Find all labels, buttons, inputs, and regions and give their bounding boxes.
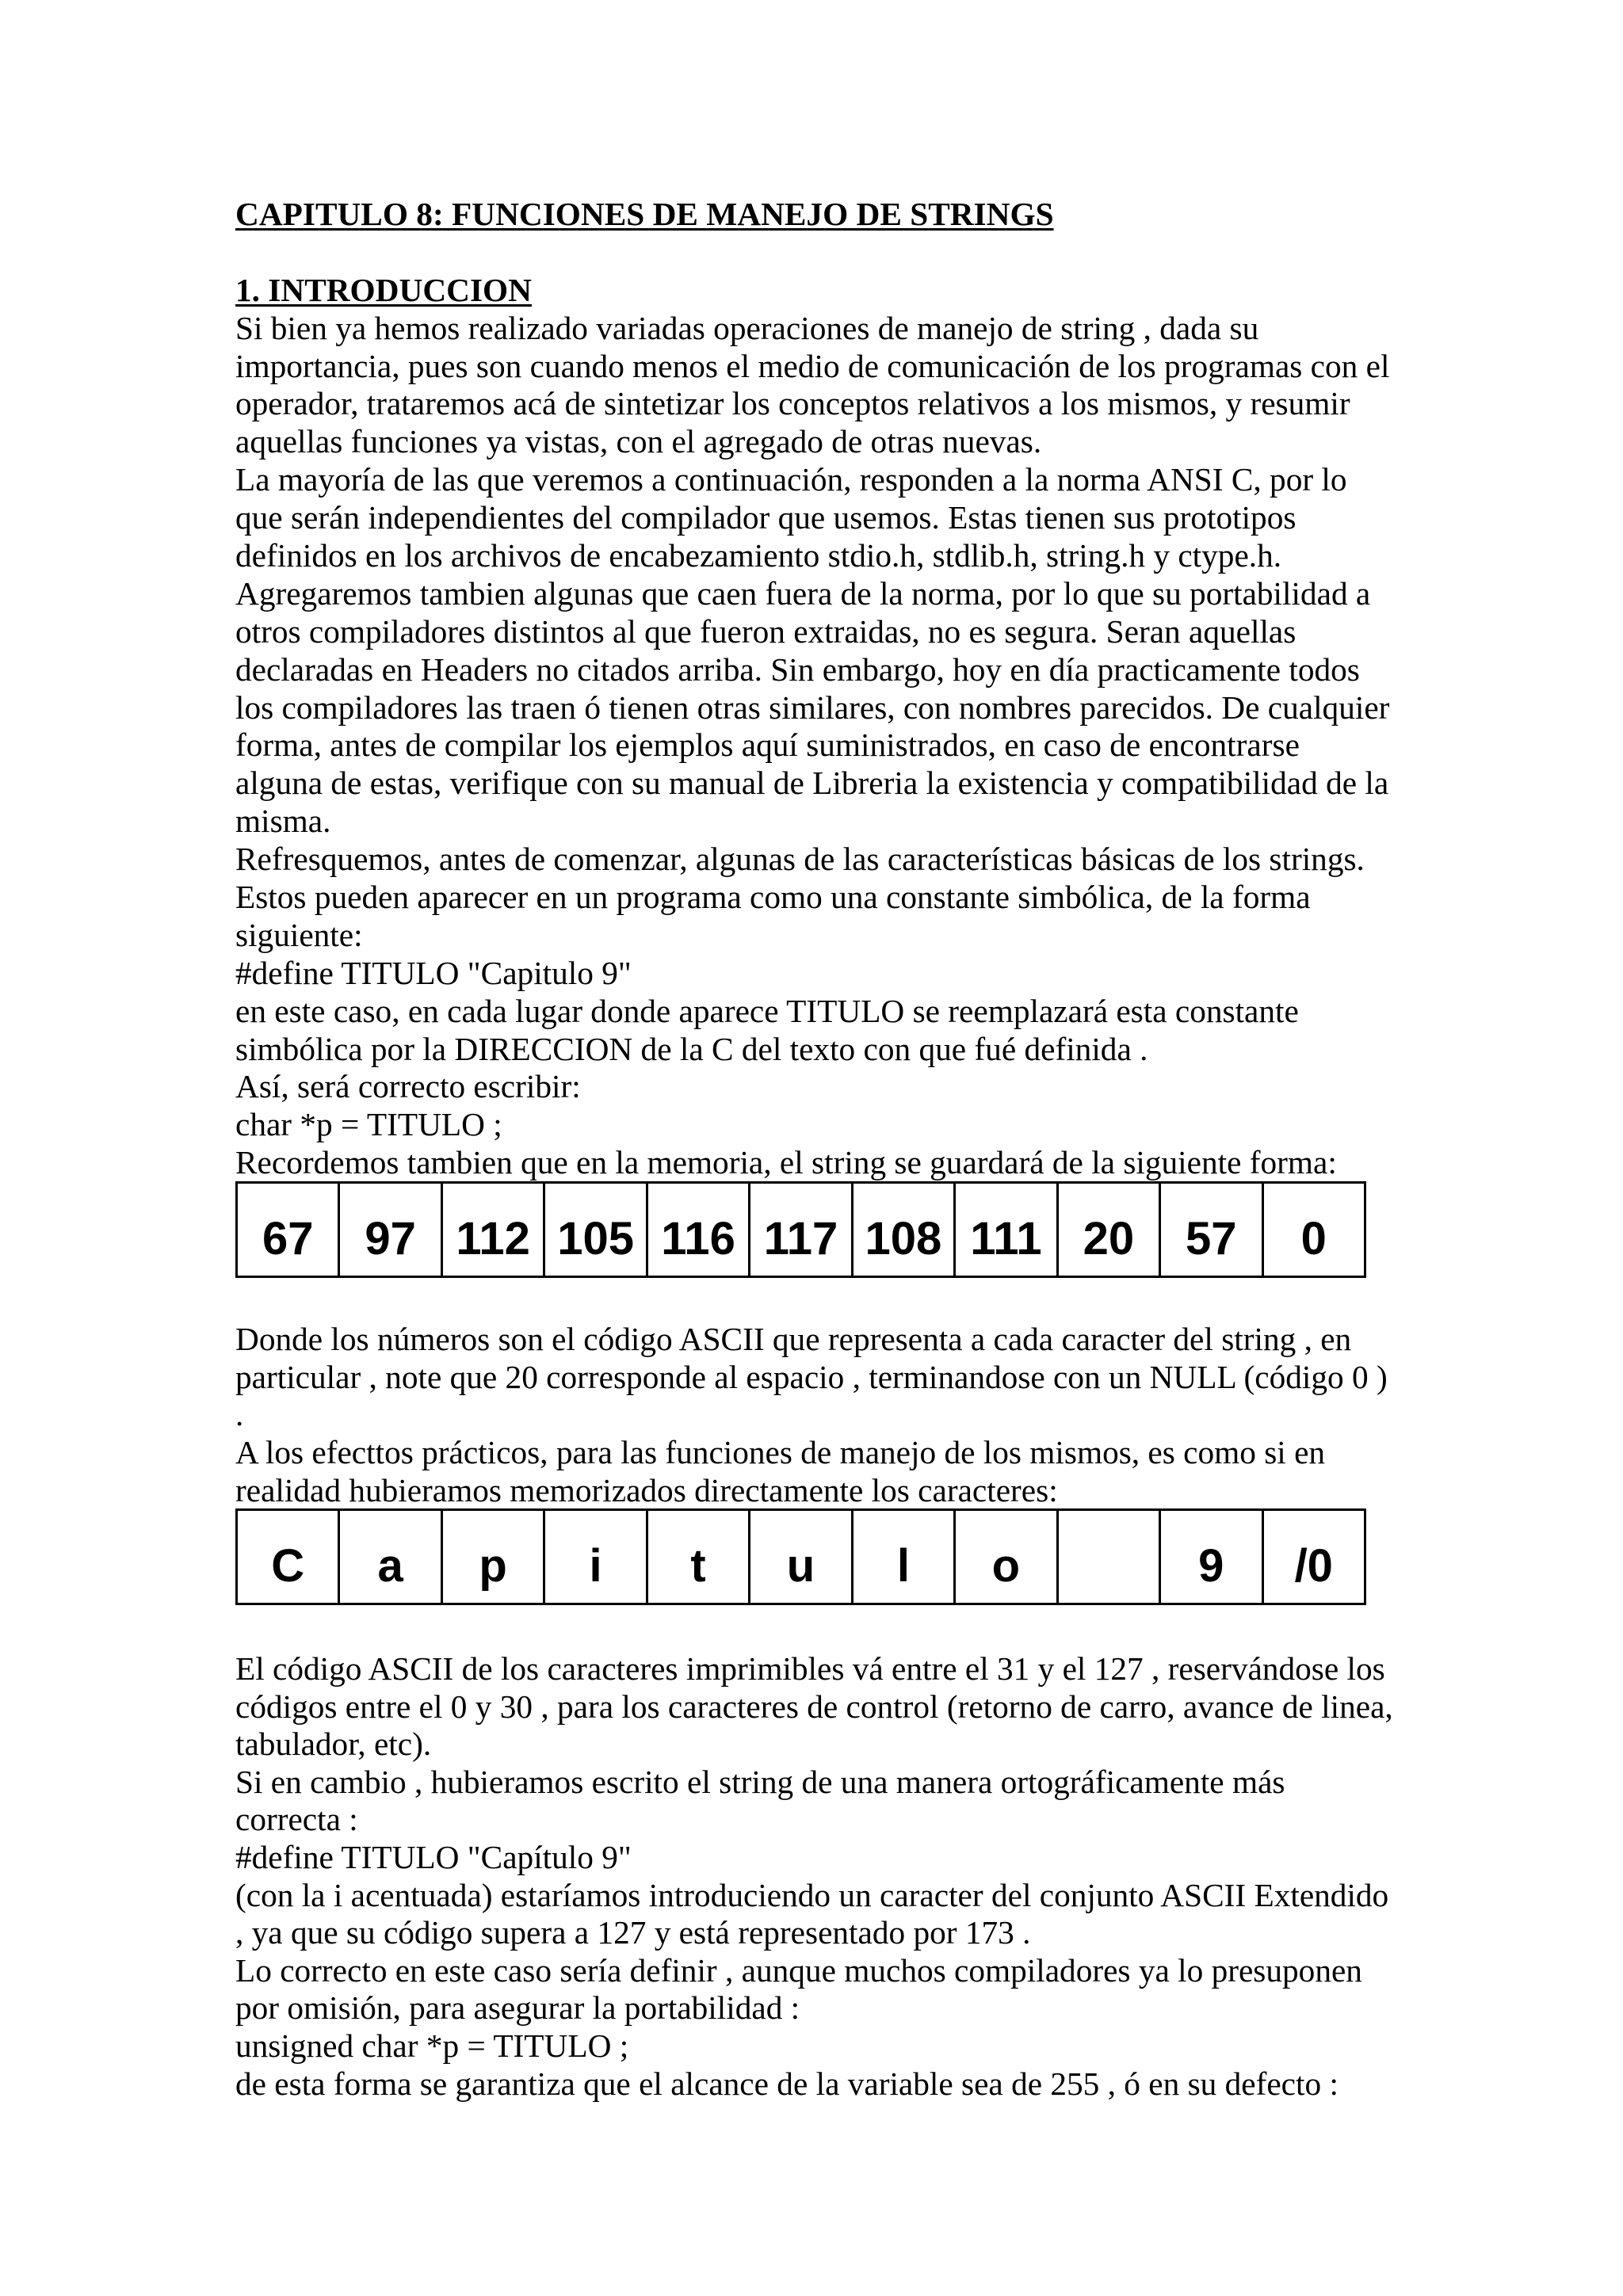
ascii-code-cell: 0 [1262,1184,1364,1276]
character-cell: a [338,1511,440,1603]
explanation-section [235,1321,1388,1509]
body-text-line: , ya que su código supera a 127 y está representado por 173 . [235,1914,1031,1951]
body-text-line: realidad hubieramos memorizados directamente los caracteres: [235,1471,1058,1508]
code-line: #define TITULO "Capítulo 9" [235,1838,632,1875]
body-text-line: Si bien ya hemos realizado variadas operaciones de manejo de string , dada su [235,309,1259,346]
body-text-line: Donde los números son el código ASCII que representa a cada caracter del string , en [235,1321,1352,1357]
body-text-line: Lo correcto en este caso sería definir , aunque muchos compiladores ya lo presuponen [235,1951,1362,1989]
ascii-code-cell: 97 [338,1184,440,1276]
character-cell-space [1056,1511,1159,1603]
body-text-line: (con la i acentuada) estaríamos introduciendo un caracter del conjunto ASCII Extendido [235,1876,1389,1913]
body-text-line: correcta : [235,1801,358,1838]
body-text-line: particular , note que 20 corresponde al espacio , terminandose con un NULL (código 0 ) [235,1358,1388,1395]
body-text-line: Así, será correcto escribir: [235,1068,581,1105]
ascii-code-cell: 105 [543,1184,645,1276]
character-cell: p [441,1511,543,1603]
body-text-line: A los efecttos prácticos, para las funciones de manejo de los mismos, es como si en [235,1434,1326,1471]
body-text-line: alguna de estas, verifique con su manual de Libreria la existencia y compatibilidad de la [235,765,1389,802]
body-text-line: códigos entre el 0 y 30 , para los caracteres de control (retorno de carro, avance de linea, [235,1688,1393,1725]
blank-line [235,234,1389,272]
body-text-line: forma, antes de compilar los ejemplos aquí suministrados, en caso de encontrarse [235,727,1300,764]
body-text-line: definidos en los archivos de encabezamiento stdio.h, stdlib.h, string.h y ctype.h. [235,537,1282,574]
body-text-line: . [235,1396,244,1433]
body-text-line: misma. [235,803,331,840]
character-cell: C [271,1539,305,1592]
section-heading: 1. INTRODUCCION [235,271,532,308]
body-text-line: tabulador, etc). [235,1726,432,1763]
code-line: unsigned char *p = TITULO ; [235,2027,629,2064]
ascii-code-table [235,1181,1366,1278]
ascii-code-cell: 117 [748,1184,850,1276]
ascii-code-cell: 116 [646,1184,748,1276]
ascii-code-cell: 112 [441,1184,543,1276]
body-text-line: por omisión, para asegurar la portabilidad : [235,1989,800,2027]
code-line: #define TITULO "Capitulo 9" [235,954,632,991]
character-table [235,1508,1366,1605]
ascii-code-cell: 108 [851,1184,953,1276]
character-cell: u [748,1511,850,1603]
body-text-line: La mayoría de las que veremos a continuación, responden a la norma ANSI C, por lo [235,461,1347,498]
body-text-line: otros compiladores distintos al que fueron extraidas, no es segura. Seran aquellas [235,612,1296,650]
body-text-line: en este caso, en cada lugar donde aparece TITULO se reemplazará esta constante [235,992,1299,1029]
introduction-section [235,196,1389,1182]
body-text-line: operador, trataremos acá de sintetizar los conceptos relativos a los mismos, y resumir [235,385,1350,422]
ascii-code-cell: 57 [1159,1184,1261,1276]
body-text-line: importancia, pues son cuando menos el medio de comunicación de los programas con el [235,347,1390,384]
body-text-line: de esta forma se garantiza que el alcance de la variable sea de 255 , ó en su defecto : [235,2065,1338,2102]
code-line: char *p = TITULO ; [235,1106,502,1143]
body-text-line: siguiente: [235,916,363,953]
body-text-line: Si en cambio , hubieramos escrito el string de una manera ortográficamente más [235,1763,1285,1800]
ascii-code-cell: 67 [262,1212,314,1264]
character-cell: i [543,1511,645,1603]
character-cell: t [646,1511,748,1603]
body-text-line: simbólica por la DIRECCION de la C del texto con que fué definida . [235,1030,1148,1067]
body-text-line: Refresquemos, antes de comenzar, algunas de las características básicas de los strings. [235,841,1365,878]
page-title: CAPITULO 8: FUNCIONES DE MANEJO DE STRINGS [235,196,1054,232]
character-cell: /0 [1262,1511,1364,1603]
body-text-line: los compiladores las traen ó tienen otras similares, con nombres parecidos. De cualquier [235,688,1390,726]
closing-section [235,1650,1393,2103]
body-text-line: que serán independientes del compilador que usemos. Estas tienen sus prototipos [235,499,1296,536]
body-text-line: El código ASCII de los caracteres imprimibles vá entre el 31 y el 127 , reservándose los [235,1650,1385,1687]
character-cell: l [851,1511,953,1603]
body-text-line: aquellas funciones ya vistas, con el agregado de otras nuevas. [235,423,1042,460]
character-cell: o [953,1511,1056,1603]
body-text-line: Recordemos tambien que en la memoria, el string se guardará de la siguiente forma: [235,1144,1337,1181]
body-text-line: Estos pueden aparecer en un programa como una constante simbólica, de la forma [235,879,1311,916]
ascii-code-cell: 20 [1056,1184,1159,1276]
body-text-line: declaradas en Headers no citados arriba. Sin embargo, hoy en día practicamente todos [235,650,1360,688]
ascii-code-cell: 111 [953,1184,1056,1276]
character-cell: 9 [1159,1511,1261,1603]
body-text-line: Agregaremos tambien algunas que caen fuera de la norma, por lo que su portabilidad a [235,574,1371,612]
